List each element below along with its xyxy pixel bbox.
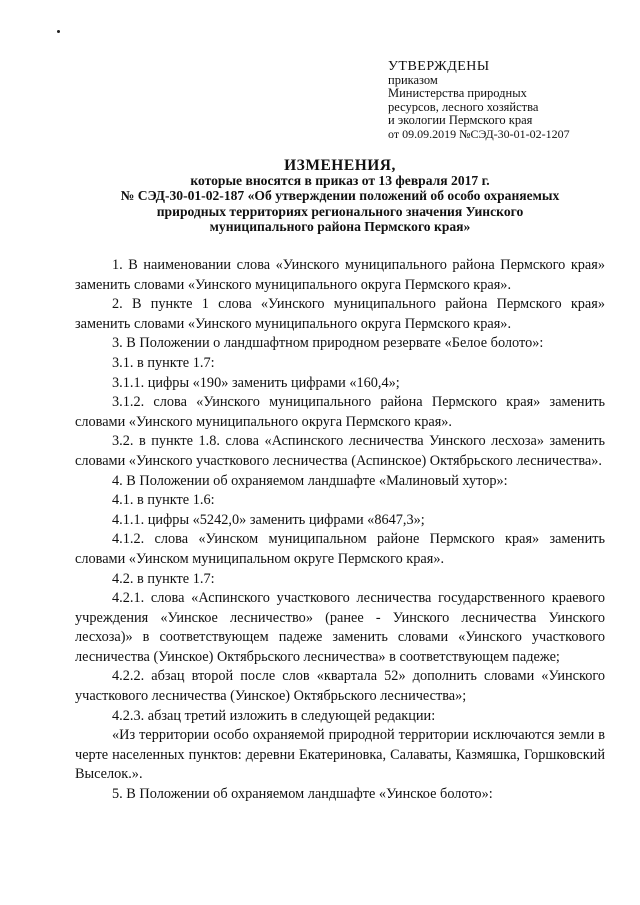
title-line: природных территориях регионального значения Уинского <box>156 203 524 219</box>
paragraph-3-1-2: 3.1.2. слова «Уинского муниципального района Пермского края» заменить словами «Уинского муниципального округа Пермского края». <box>75 394 605 430</box>
paragraph-4-2-2: 4.2.2. абзац второй после слов «квартала 52» дополнить словами «Уинского участкового лесничества (Уинское) Октябрьского лесничества»; <box>75 668 605 705</box>
paragraph-4-2: 4.2. в пункте 1.7: <box>112 570 215 587</box>
document-title <box>70 158 610 234</box>
paragraph-4-2-3: 4.2.3. абзац третий изложить в следующей редакции: <box>112 707 436 724</box>
title-line: № СЭД-30-01-02-187 «Об утверждении положений об особо охраняемых <box>120 188 560 204</box>
document-body <box>75 256 605 805</box>
title-line: которые вносятся в приказ от 13 февраля 2017 г. <box>190 173 490 189</box>
paragraph-3-1: 3.1. в пункте 1.7: <box>112 354 215 371</box>
paragraph-3-2: 3.2. в пункте 1.8. слова «Аспинского лесничества Уинского лесхоза» заменить словами «Уинского участкового лесничества (Аспинское) Октябрьского лесничества». <box>75 433 605 469</box>
paragraph-4-1: 4.1. в пункте 1.6: <box>112 492 215 509</box>
paragraph-3: 3. В Положении о ландшафтном природном резервате «Белое болото»: <box>112 335 544 352</box>
approval-line: ресурсов, лесного хозяйства <box>388 99 539 114</box>
scan-speck <box>57 30 60 33</box>
approval-date: от 09.09.2019 №СЭД-30-01-02-1207 <box>388 126 570 141</box>
paragraph-2: 2. В пункте 1 слова «Уинского муниципального района Пермского края» заменить словами «Уинского муниципального округа Пермского края». <box>75 296 605 332</box>
paragraph-4-1-2: 4.1.2. слова «Уинском муниципальном районе Пермского края» заменить словами «Уинском муниципальном округе Пермского края». <box>75 531 605 567</box>
approval-heading: УТВЕРЖДЕНЫ <box>388 59 490 74</box>
approval-line: и экологии Пермского края <box>388 113 533 128</box>
paragraph-quote: «Из территории особо охраняемой природной территории исключаются земли в черте населенных пунктов: деревни Екатериновка, Салаваты, Казмяшка, Горшковский Выселок.». <box>75 727 605 783</box>
approval-line: приказом <box>388 73 438 87</box>
title-heading: ИЗМЕНЕНИЯ, <box>284 157 396 174</box>
paragraph-4: 4. В Положении об охраняемом ландшафте «Малиновый хутор»: <box>112 472 508 489</box>
paragraph-1: 1. В наименовании слова «Уинского муниципального района Пермского края» заменить словами «Уинского муниципального округа Пермского края». <box>75 257 605 293</box>
paragraph-4-2-1: 4.2.1. слова «Аспинского участкового лесничества государственного краевого учреждения «Уинское лесничество» (ранее - Уинского лесничества Уинского лесхоза)» в соответствующем падеже заменить словами «Уинского участкового лесничества (Уинское) Октябрьского лесничества» в соответствующем падеже; <box>75 590 605 665</box>
approval-line: Министерства природных <box>388 86 527 101</box>
paragraph-4-1-1: 4.1.1. цифры «5242,0» заменить цифрами «8647,3»; <box>112 511 425 528</box>
paragraph-5: 5. В Положении об охраняемом ландшафте «Уинское болото»: <box>112 786 493 803</box>
title-line: муниципального района Пермского края» <box>209 218 471 234</box>
paragraph-3-1-1: 3.1.1. цифры «190» заменить цифрами «160,4»; <box>112 374 400 391</box>
approval-stamp <box>388 59 628 141</box>
